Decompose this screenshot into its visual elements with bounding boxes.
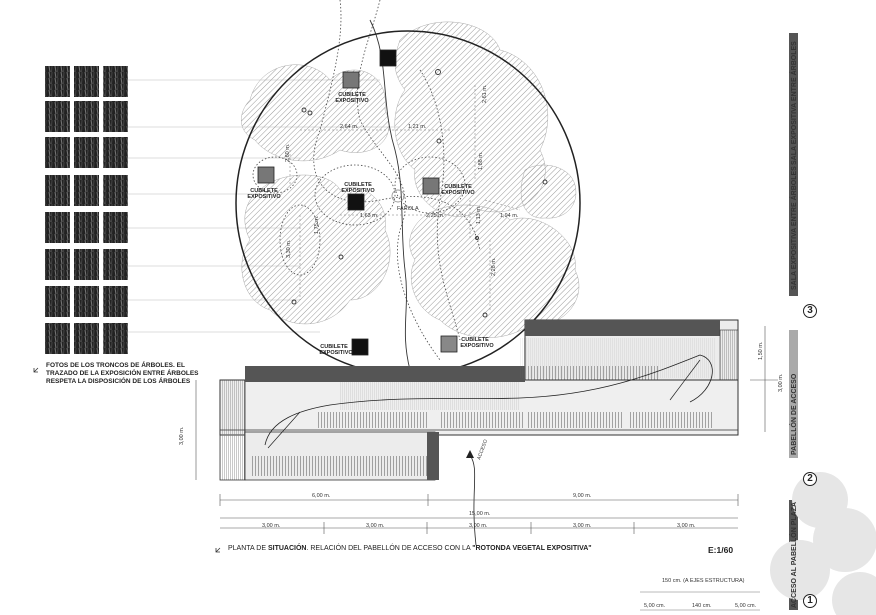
dim-330: 3,30 m.	[286, 239, 292, 258]
section-number-3: 3	[803, 304, 817, 318]
dim-140cm: 140 cm.	[692, 603, 712, 609]
lamp-label: FAROLA	[397, 206, 419, 212]
side-label-3b: SALA EXPOSITIVA ENTRE ÁRBOLES	[791, 166, 798, 290]
section-number-1: 1	[803, 594, 817, 608]
cubicle-label-5b: EXPOSITIVO	[319, 350, 353, 356]
scale-label: E:1/60	[708, 545, 734, 555]
dim-300-seg-2: 3,00 m.	[366, 523, 385, 529]
side-label-3a: SALA EXPOSITIVA ENTRE ÁRBOLES	[791, 41, 798, 165]
tree-canopies	[241, 22, 579, 338]
dim-1500: 15,00 m.	[469, 511, 491, 517]
section-number-2: 2	[803, 472, 817, 486]
dim-300-seg-1: 3,00 m.	[262, 523, 281, 529]
side-label-2: PABELLÓN DE ACCESO	[791, 373, 798, 455]
dim-300-right: 3,00 m.	[778, 373, 784, 392]
cubicle-label-6a: CUBILETE	[461, 337, 489, 343]
dim-225: 2,25 m.	[426, 213, 445, 219]
plan-caption	[228, 545, 592, 552]
dim-150: 1,50 m.	[758, 341, 764, 360]
dim-5cm-a: 5,00 cm.	[644, 603, 666, 609]
caption-middle: . RELACIÓN DEL PABELLÓN DE ACCESO CON LA	[306, 545, 473, 552]
dim-260: 2,60 m.	[285, 143, 291, 162]
cubicle-label-3b: EXPOSITIVO	[341, 188, 375, 194]
dim-163: 1,63 m.	[360, 213, 379, 219]
cubicle-label-1a: CUBILETE	[338, 92, 366, 98]
cubicle-label-1b: EXPOSITIVO	[335, 98, 369, 104]
background-tree	[770, 472, 876, 615]
dim-175: 1,75 m.	[314, 215, 320, 234]
dim-300-seg-4: 3,00 m.	[573, 523, 592, 529]
dim-264: 2,64 m.	[340, 124, 359, 130]
cubicle-label-5a: CUBILETE	[320, 344, 348, 350]
cubicle-label-6b: EXPOSITIVO	[460, 343, 494, 349]
dim-228: 2,28 m.	[491, 257, 497, 276]
caption-bold-2: "ROTONDA VEGETAL EXPOSITIVA"	[472, 545, 592, 552]
caption-prefix: PLANTA DE	[228, 545, 268, 552]
dim-300-seg-3: 3,00 m.	[469, 523, 488, 529]
cubicle-label-2a: CUBILETE	[250, 188, 278, 194]
dim-150cm: 150 cm. (A EJES ESTRUCTURA)	[662, 578, 745, 584]
dim-113: 1,13 m.	[476, 205, 482, 224]
dim-900: 9,00 m.	[573, 493, 592, 499]
dim-261: 2,61 m.	[482, 84, 488, 103]
caption-bold-1: SITUACIÓN	[267, 545, 307, 552]
dim-300-seg-5: 3,00 m.	[677, 523, 696, 529]
dim-600: 6,00 m.	[312, 493, 331, 499]
cubicle-label-3a: CUBILETE	[344, 182, 372, 188]
caption-markers	[34, 368, 220, 552]
dim-194: 1,94 m.	[500, 213, 519, 219]
photos-caption: FOTOS DE LOS TRONCOS DE ÁRBOLES. EL TRAZADO DE LA EXPOSICIÓN ENTRE ÁRBOLES RESPETA LA DISPOSICIÓN DE LOS ÁRBOLES	[46, 362, 199, 385]
dim-121: 1,21 m.	[408, 124, 427, 130]
cubicle-label-2b: EXPOSITIVO	[247, 194, 281, 200]
access-label: ACCESO	[476, 438, 490, 461]
side-label-1: ACCESO AL PABELLÓN PLAZA	[791, 501, 798, 608]
cubicle-label-4a: CUBILETE	[444, 184, 472, 190]
dim-5cm-b: 5,00 cm.	[735, 603, 757, 609]
dim-188: 1,88 m.	[478, 151, 484, 170]
cubicle-label-4b: EXPOSITIVO	[441, 190, 475, 196]
dim-300-left: 3,00 m.	[179, 426, 185, 445]
